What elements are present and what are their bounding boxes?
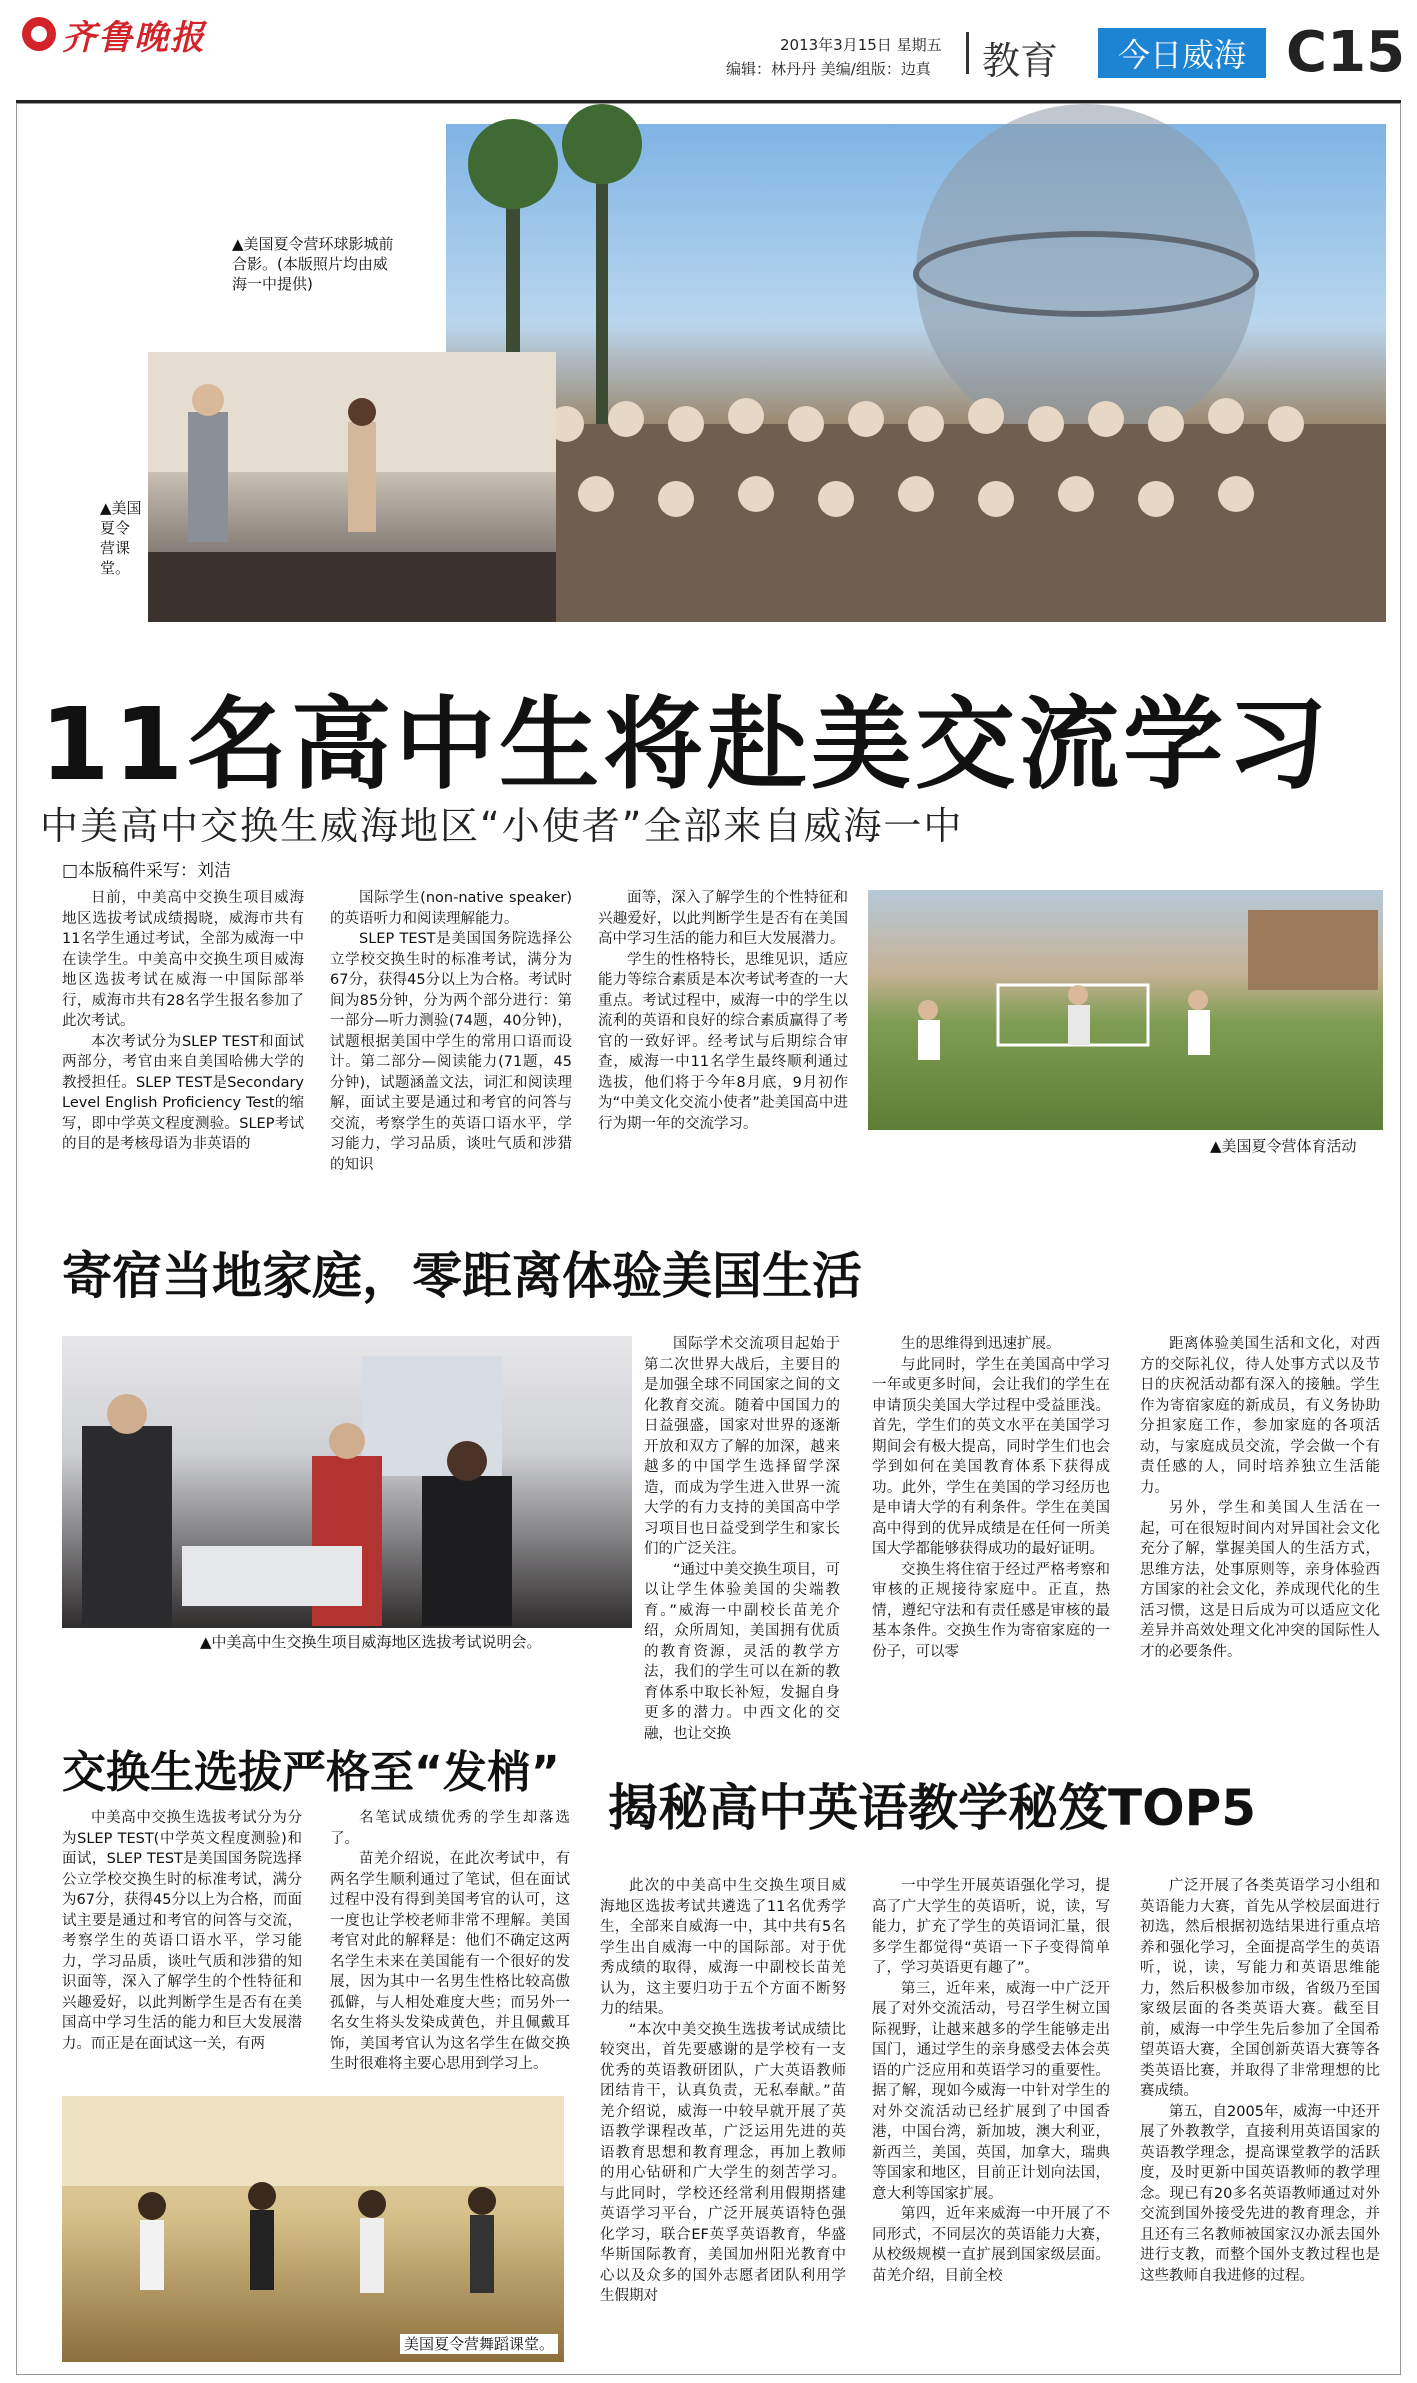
section2-col1 <box>644 1334 841 1742</box>
section4-col3 <box>1140 1876 1380 2366</box>
paragraph: 国际学生(non-native speaker)的英语听力和阅读理解能力。 <box>330 890 572 927</box>
header-divider <box>966 32 969 74</box>
paragraph: 另外，学生和美国人生活在一起，可在很短时间内对异国社会文化充分了解，掌握美国人的生活方式，思维方法，处事原则等，亲身体验西方国家的社会文化，养成现代化的生活习惯，这是日后成为可以适应文化差异并高效处理文化冲突的国际性人才的必要条件。 <box>1140 1500 1380 1660</box>
meeting-photo-illustration <box>62 1336 632 1628</box>
dance-photo-illustration <box>62 2096 564 2362</box>
paragraph: “本次中美交换生选拔考试成绩比较突出，首先要感谢的是学校有一支优秀的英语教研团队，广大英语教师团结肯干，认真负责，无私奉献。”苗羌介绍说，威海一中较早就开展了英语教学课程改革，广泛运用先进的英语教育思想和教育理念，再加上教师的用心钻研和广大学生的刻苦学习。与此同时，学校还经常利用假期搭建英语学习平台，广泛开展英语特色强化学习，联合EF英孚英语教育，华盛华斯国际教育，美国加州阳光教育中心以及众多的国外志愿者团队利用学生假期对 <box>600 2021 846 2304</box>
main-headline: 11名高中生将赴美交流学习 <box>40 686 1332 803</box>
paragraph: 苗羌介绍说，在此次考试中，有两名学生顺利通过了笔试，但在面试过程中没有得到美国考官的认可，这一度也让学校老师非常不理解。美国考官对此的解释是：他们不确定这两名学生未来在美国能有一个很好的发展，因为其中一名男生性格比较高傲孤僻，与人相处难度大些；而另外一名女生将头发染成黄色，并且佩戴耳饰，美国考官认为这名学生在做交换生时很难将主要心思用到学习上。 <box>330 1851 570 2072</box>
section2-col2 <box>872 1334 1110 1664</box>
group-photo-caption: ▲美国夏令营环球影城前合影。(本版照片均由威海一中提供) <box>232 235 394 293</box>
paragraph: 第五，自2005年，威海一中还开展了外教教学，直接利用英语国家的英语教学理念，提高课堂教学的活跃度，及时更新中国英语教师的教学理念。现已有20多名英语教师通过对外交流到国外接受先进的教育理念，并且还有三名教师被国家汉办派去国外进行支教，而整个国外支教过程也是这些教师自我进修的过程。 <box>1140 2103 1380 2284</box>
logo-text: 齐鲁晚报 <box>62 17 206 58</box>
article1-col2 <box>330 888 572 1218</box>
section4-title: 揭秘高中英语教学秘笈TOP5 <box>608 1779 1257 1837</box>
paragraph: 一中学生开展英语强化学习，提高了广大学生的英语听，说，读，写能力，扩充了学生的英语词汇量，很多学生都觉得“英语一下子变得简单了，学习英语更有趣了”。 <box>872 1878 1110 1976</box>
paragraph: 第四，近年来威海一中开展了不同形式，不同层次的英语能力大赛，从校级规模一直扩展到国家级层面。苗羌介绍，目前全校 <box>872 2206 1110 2284</box>
meeting-caption: ▲中美高中生交换生项目威海地区选拔考试说明会。 <box>200 1633 542 1651</box>
section3-title: 交换生选拔严格至“发梢” <box>62 1747 560 1798</box>
paragraph: 与此同时，学生在美国高中学习一年或更多时间，会让我们的学生在申请顶尖美国大学过程中受益匪浅。首先，学生们的英文水平在美国学习期间会有极大提高，同时学生们也会学到如何在美国教育体系下获得成功。此外，学生在美国的学习经历也是申请大学的有利条件。学生在美国高中得到的优异成绩是在任何一所美国大学都能够获得成功的最好证明。 <box>872 1356 1110 1557</box>
paragraph: 第三，近年来，威海一中广泛开展了对外交流活动，号召学生树立国际视野，让越来越多的学生能够走出国门，通过学生的亲身感受去体会英语的广泛应用和英语学习的重要性。据了解，现如今威海一中针对学生的对外交流活动已经扩展到了中国香港，中国台湾，新加坡，澳大利亚，新西兰，美国，英国，加拿大，瑞典等国家和地区，目前正计划向法国，意大利等国家扩展。 <box>872 1980 1110 2202</box>
paragraph: SLEP TEST是美国国务院选择公立学校交换生时的标准考试，满分为67分，获得45分以上为合格。考试时间为85分钟，分为两个部分进行：第一部分—听力测验(74题，40分钟)，试题根据美国中学生的常用口语而设计。第二部分—阅读能力(71题，45分钟)，试题涵盖文法，词汇和阅读理解，面试主要是通过和考官的问答与交流，考察学生的英语口语水平，学习能力，学习品质，谈吐气质和涉猎的知识 <box>330 931 572 1173</box>
paragraph: 距离体验美国生活和文化，对西方的交际礼仪，待人处事方式以及节日的庆祝活动都有深入的接触。学生作为寄宿家庭的新成员，有义务协助分担家庭工作，参加家庭的各项活动，与家庭成员交流，学会做一个有责任感的人，同时培养独立生活能力。 <box>1140 1336 1380 1496</box>
section2-col3 <box>1140 1334 1380 1664</box>
editors-line: 编辑：林丹丹 美编/组版：边真 <box>726 60 931 78</box>
classroom-photo <box>148 352 556 622</box>
sport-caption: ▲美国夏令营体育活动 <box>1210 1137 1357 1155</box>
newspaper-logo <box>22 8 206 60</box>
page-number: C15 <box>1286 20 1406 85</box>
article1-col1 <box>62 888 304 1218</box>
section2-title: 寄宿当地家庭，零距离体验美国生活 <box>62 1247 862 1305</box>
sport-photo-illustration <box>868 890 1383 1130</box>
sport-photo <box>868 890 1383 1130</box>
dance-caption: 美国夏令营舞蹈课堂。 <box>400 2334 558 2354</box>
section3-col1 <box>62 1808 302 2080</box>
section4-col1 <box>600 1876 846 2366</box>
paragraph: 生的思维得到迅速扩展。 <box>901 1336 1061 1352</box>
paragraph: 面等，深入了解学生的个性特征和兴趣爱好，以此判断学生是否有在美国高中学习生活的能力和巨大发展潜力。 <box>598 890 848 947</box>
paragraph: 学生的性格特长，思维见识，适应能力等综合素质是本次考试考查的一大重点。考试过程中，威海一中的学生以流利的英语和良好的综合素质赢得了考官的一致好评。经考试与后期综合审查，威海一中11名学生最终顺利通过选拔，他们将于今年8月底，9月初作为“中美文化交流小使者”赴美国高中进行为期一年的交流学习。 <box>598 951 848 1132</box>
paragraph: 日前，中美高中交换生项目威海地区选拔考试成绩揭晓，威海市共有11名学生通过考试，全部为威海一中在读学生。中美高中交换生项目威海地区选拔考试在威海一中国际部举行，威海市共有28名学生报名参加了此次考试。 <box>62 890 304 1029</box>
paragraph: 国际学术交流项目起始于第二次世界大战后，主要目的是加强全球不同国家之间的文化教育交流。随着中国国力的日益强盛，国家对世界的逐渐开放和双方了解的加深，越来越多的中国学生选择留学深造，而成为学生进入世界一流大学的有力支持的美国高中学习项目也日益受到学生和家长们的广泛关注。 <box>644 1336 840 1557</box>
paragraph: “通过中美交换生项目，可以让学生体验美国的尖端教育。”威海一中副校长苗羌介绍，众所周知，美国拥有优质的教育资源，灵活的教学方法，我们的学生可以在新的教育体系中取长补短，发掘自身更多的潜力。中西文化的交融，也让交换 <box>644 1561 841 1742</box>
logo-icon <box>22 17 56 51</box>
section-name: 教育 <box>982 39 1059 83</box>
group-photo-illustration <box>446 124 1386 622</box>
paragraph: 广泛开展了各类英语学习小组和英语能力大赛，首先从学校层面进行初选，然后根据初选结果进行重点培养和强化学习，全面提高学生的英语听，说，读，写能力和英语思维能力，然后积极参加市级，省级乃至国家级层面的各类英语大赛。截至目前，威海一中学生先后参加了全国希望英语大赛，全国创新英语大赛等各类英语比赛，并取得了非常理想的比赛成绩。 <box>1140 1878 1380 2099</box>
byline: □本版稿件采写：刘洁 <box>62 861 232 881</box>
paragraph: 中美高中交换生选拔考试分为分为SLEP TEST(中学英文程度测验)和面试，SLEP TEST是美国国务院选择公立学校交换生时的标准考试，满分为67分，获得45分以上为合格，而面试主要是通过和考官的问答与交流，考察学生的英语口语水平，学习能力，学习品质，谈吐气质和涉猎的知识面等，深入了解学生的个性特征和兴趣爱好，以此判断学生是否有在美国高中学习生活的能力和巨大发展潜力。而正是在面试这一关，有两 <box>62 1810 302 2052</box>
classroom-caption: ▲美国夏令营课堂。 <box>100 499 142 577</box>
sub-headline: 中美高中交换生威海地区“小使者”全部来自威海一中 <box>40 804 964 848</box>
paragraph: 交换生将住宿于经过严格考察和审核的正规接待家庭中。正直，热情，遵纪守法和有责任感是审核的最基本条件。交换生作为寄宿家庭的一份子，可以零 <box>872 1561 1110 1660</box>
article1-col3 <box>598 888 848 1218</box>
dance-photo <box>62 2096 564 2362</box>
section4-col2 <box>872 1876 1110 2366</box>
paragraph: 名笔试成绩优秀的学生却落选了。 <box>330 1810 570 1847</box>
dateline: 2013年3月15日 星期五 <box>780 36 942 54</box>
group-photo <box>446 124 1386 622</box>
section3-col2 <box>330 1808 570 2080</box>
section-tag: 今日威海 <box>1098 28 1266 78</box>
classroom-photo-illustration <box>148 352 556 622</box>
paragraph: 本次考试分为SLEP TEST和面试两部分，考官由来自美国哈佛大学的教授担任。SLEP TEST是Secondary Level English Proficiency Test的缩写，即中学英文程度测验。SLEP考试的目的是考核母语为非英语的 <box>62 1033 304 1152</box>
paragraph: 此次的中美高中生交换生项目威海地区选拔考试共遴选了11名优秀学生，全部来自威海一中，其中共有5名学生出自威海一中的国际部。对于优秀成绩的取得，威海一中副校长苗羌认为，这主要归功于五个方面不断努力的结果。 <box>600 1878 846 2017</box>
meeting-photo <box>62 1336 632 1628</box>
